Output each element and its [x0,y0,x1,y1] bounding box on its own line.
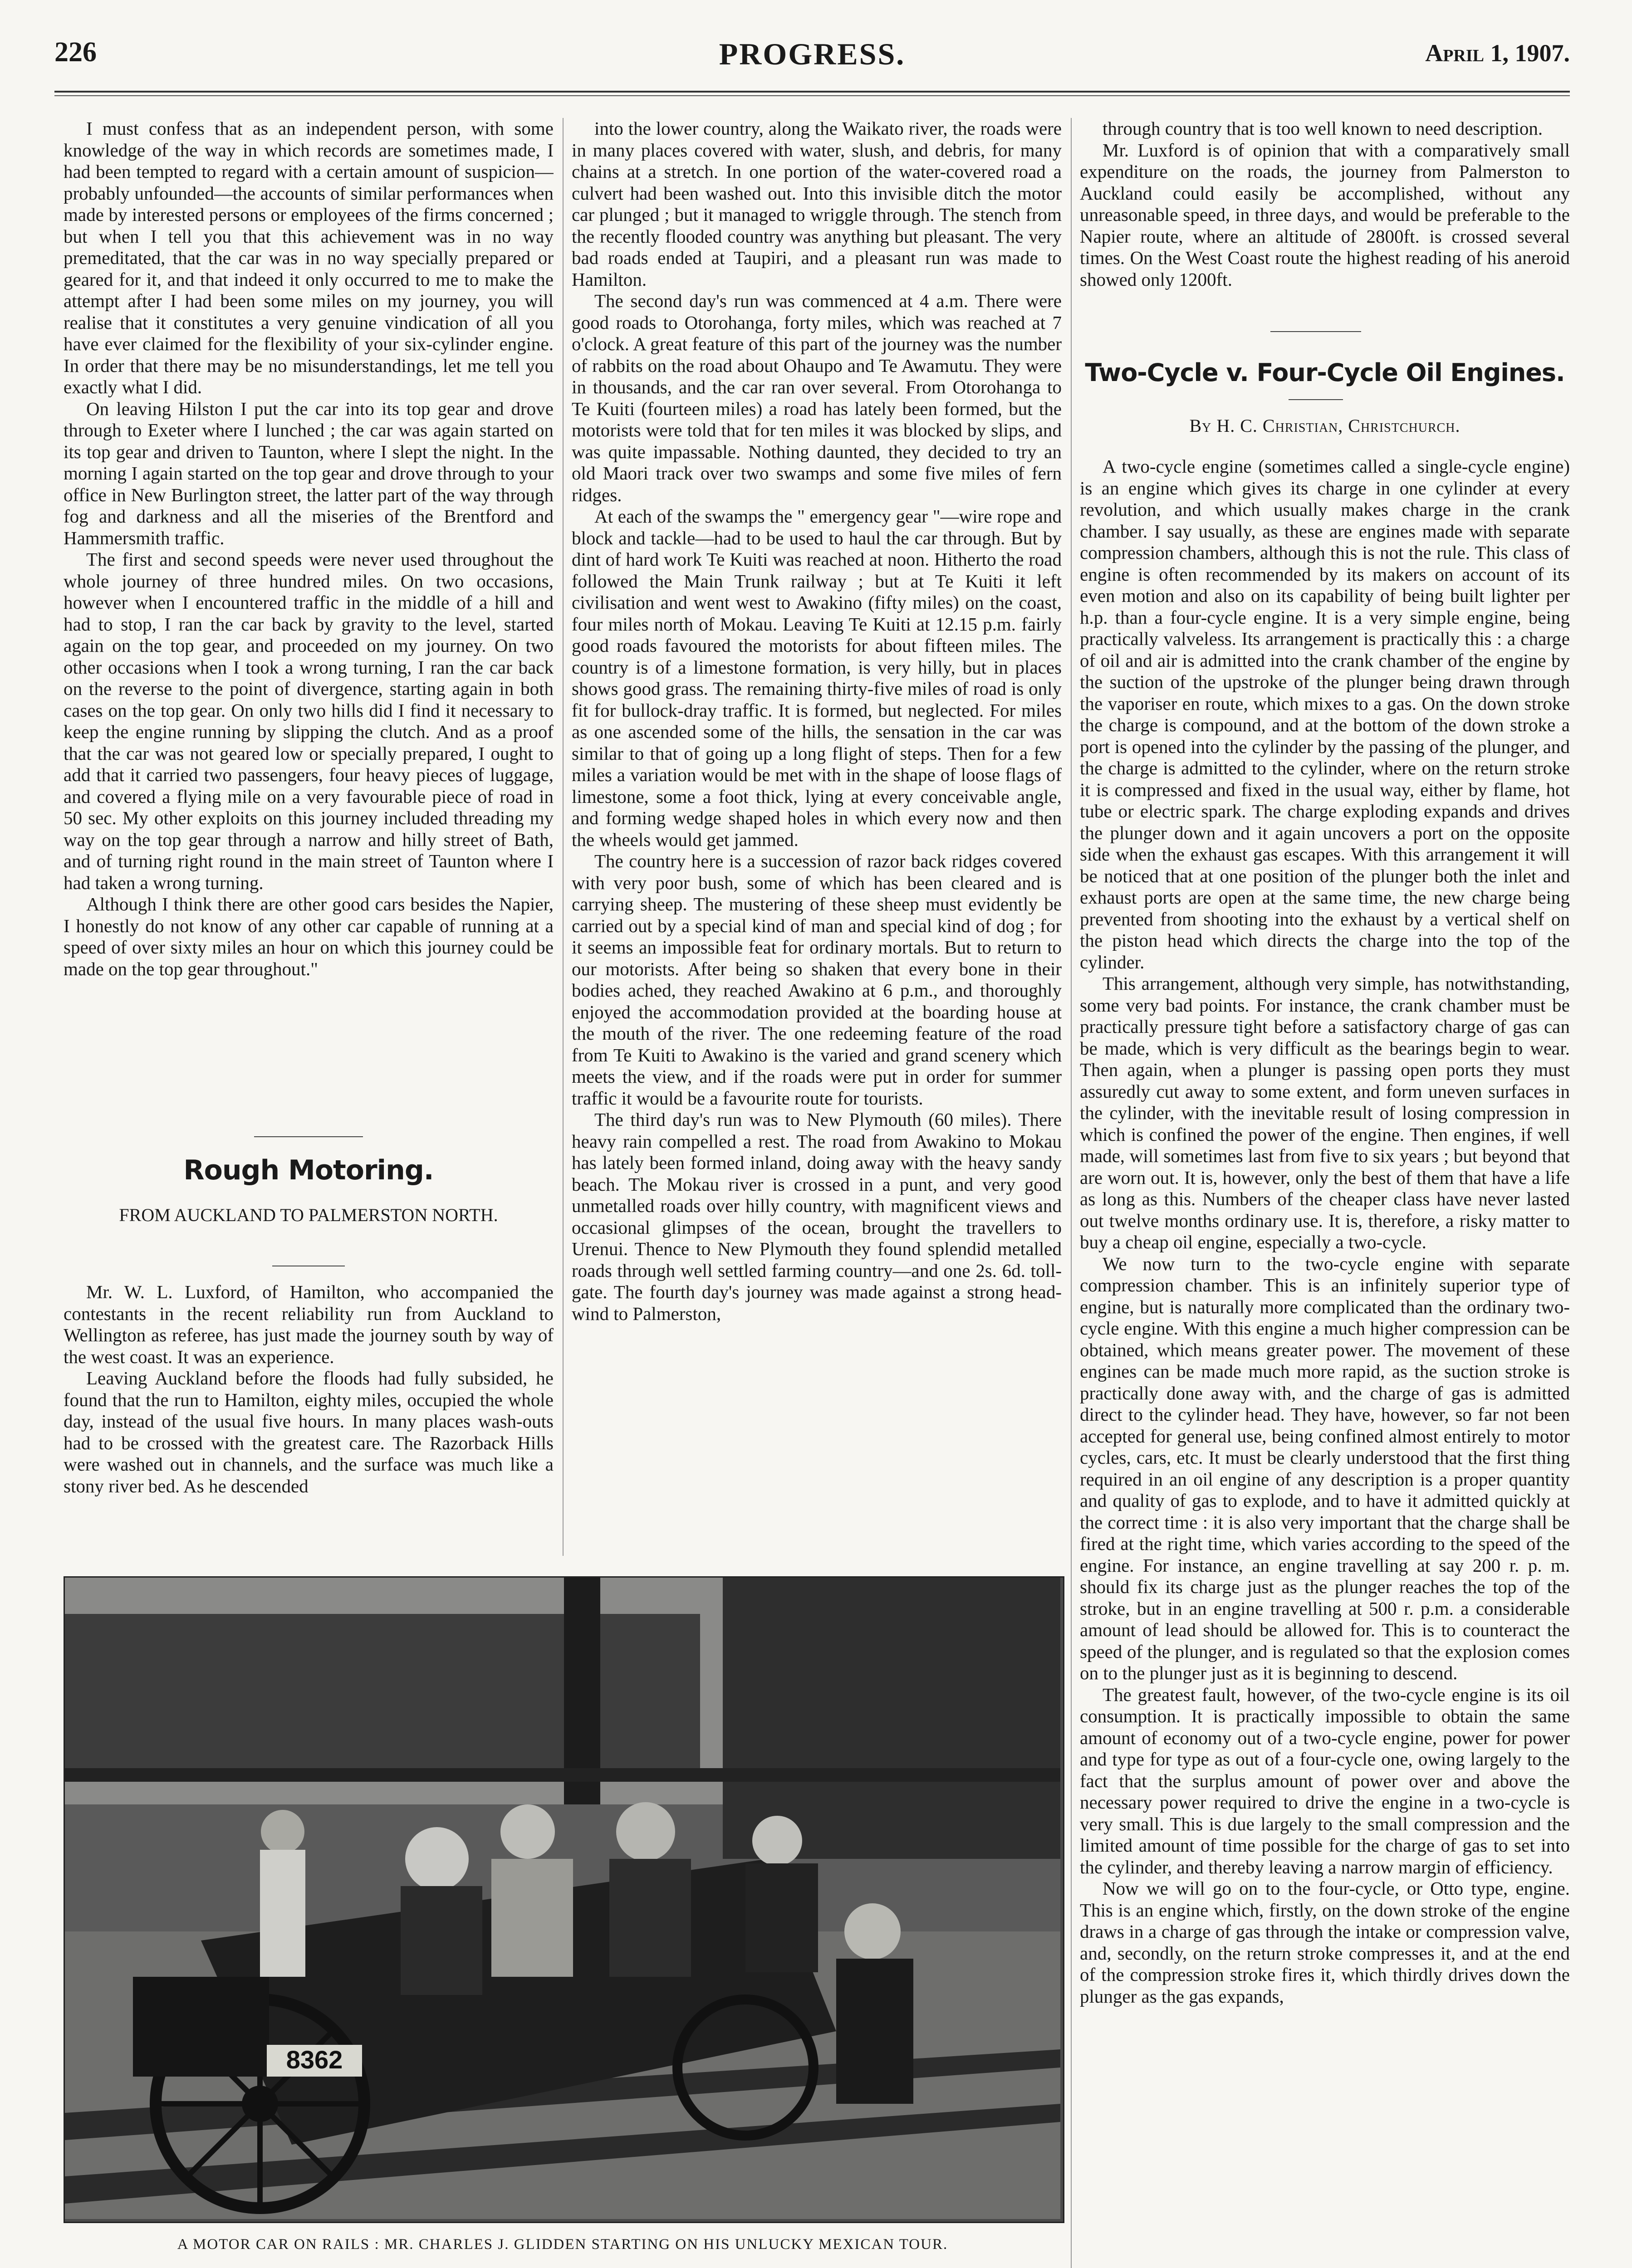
paragraph: On leaving Hilston I put the car into its top gear and drove through to Exeter where I lunched ; the car was again started on its top gear and driven to Taunton, where I slept the night. In the morning I again started on the top gear and drove through to your office in New Burlington street, the latter part of the way through fog and darkness and all the miseries of the Brentford and Hammersmith traffic. [64,398,554,548]
header-rule-thin [54,95,1570,96]
paragraph: The first and second speeds were never used throughout the whole journey of three hundred miles. On two occasions, however when I encountered traffic in the middle of a hill and had to stop, I ran the car back by gravity to the level, started again on the top gear, and proceeded on my journey. On two other occasions when I took a wrong turning, I ran the car back on the reverse to the point of divergence, starting again in both cases on the top gear. On only two hills did I find it necessary to keep the engine running by slipping the clutch. And as a proof that the car was not geared low or specially prepared, I ought to add that it carried two passengers, four heavy pieces of luggage, and covered a flying mile on a very favourable piece of road in 50 sec. My other exploits on this journey included threading my way on the top gear through a narrow and hilly street of Bath, and of turning right round in the main street of Taunton where I had taken a wrong turning. [64,549,554,893]
column-divider [563,118,564,1556]
photograph-motor-car-on-rails [64,1576,1064,2223]
paragraph: This arrangement, although very simple, has notwithstanding, some very bad points. For instance, the crank chamber must be practically pressure tight before a satisfactory charge of gas can be made, which is very difficult as the bearings begin to wear. Then again, when a plunger is passing open ports they must assuredly cut away to some extent, and form uneven surfaces in the cylinder, with the inevitable result of losing compression in which is confined the power of the engine. Then engines, if well made, will sometimes last from five to six years ; but beyond that are worn out. It is, however, only the best of them that have a life as long as this. Numbers of the cheaper class have never lasted out twelve months ordinary use. It is, therefore, a risky matter to buy a cheap oil engine, especially a two-cycle. [1080,973,1570,1252]
paragraph: I must confess that as an independent person, with some knowledge of the way in which records are sometimes made, I had been tempted to regard with a certain amount of suspicion—probably unfounded—the accounts of similar performances when made by interested persons or employees of the firms concerned ; but when I tell you that this achievement was in no way premeditated, that the car was in no way specially prepared or geared for it, and that indeed it only occurred to me to make the attempt after I had been some miles on my journey, you will realise that it constitutes a very genuine vindication of all you have ever claimed for the flexibility of your six-cylinder engine. In order that there may be no misunderstandings, let me tell you exactly what I did. [64,118,554,397]
paragraph: The country here is a succession of razor back ridges covered with very poor bush, some of which has been cleared and is carrying sheep. The mustering of these sheep must evidently be carried out by a special kind of man and special kind of dog ; for it seems an impossible feat for ordinary mortals. But to return to our motorists. After being so shaken that every bone in their bodies ached, they reached Awakino at 6 p.m., and thoroughly enjoyed the accommodation provided at the boarding house at the mouth of the river. The one redeeming feature of the road from Te Kuiti to Awakino is the varied and grand scenery which meets the view, and if the roads were put in order for summer traffic it would be a favourite route for tourists. [572,850,1062,1109]
paragraph: The second day's run was commenced at 4 a.m. There were good roads to Otorohanga, forty miles, which was reached at 7 o'clock. A great feature of this part of the journey was the number of rabbits on the road about Ohaupo and Te Awamutu. They were in thousands, and the car ran over several. From Otorohanga to Te Kuiti (fourteen miles) a road has lately been formed, but the motorists were told that for ten miles it was blocked by slips, and was quite impassable. Nothing daunted, they decided to try an old Maori track over two swamps and some five miles of fern ridges. [572,290,1062,505]
article-title-rough-motoring: Rough Motoring. [183,1154,434,1186]
paragraph: We now turn to the two-cycle engine with separate compression chamber. This is an infinitely superior type of engine, but is naturally more complicated than the ordinary two-cycle engine. With this engine a much higher compression can be obtained, which means greater power. The movement of these engines can be made much more rapid, as the suction stroke is practically done away with, and the charge of gas is admitted direct to the cylinder head. They have, however, so far not been accepted for general use, being confined almost entirely to motor cycles, cars, etc. It must be clearly understood that the first thing required in an oil engine of any description is a proper quantity and quality of gas to explode, and to have it admitted quickly at the correct time : it is also very important that the charge shall be fired at the right time, which varies according to the speed of the engine. For instance, an engine travelling at say 200 r. p. m. should fix its charge just as the plunger reaches the top of the stroke, but in an engine travelling at 500 r. p.m. a considerable amount of lead should be allowed for. This is to counteract the speed of the plunger, and is regulated so that the explosion comes on to the plunger just as it is beginning to descend. [1080,1253,1570,1683]
section-divider [1270,331,1361,332]
paragraph: A two-cycle engine (sometimes called a single-cycle engine) is an engine which gives its charge in one cylinder at every revolution, and which usually makes charge in the crank chamber. I say usually, as these are engines made with separate compression chambers, although this is not the rule. This class of engine is often recommended by its makers on account of its even motion and also on its capability of being built lighter per h.p. than a four-cycle engine. It is a very simple engine, being practically valveless. Its arrangement is practically this : a charge of oil and air is admitted into the crank chamber of the engine by the suction of the upstroke of the plunger being drawn through the vaporiser en route, which mixes to a gas. On the down stroke the charge is compound, and at the bottom of the down stroke a port is opened into the cylinder by the passing of the plunger, and the charge is admitted to the cylinder, where on the return stroke it is compressed and fixed in the usual way, either by flame, hot tube or electric spark. The charge exploding expands and drives the plunger down and it again uncovers a port on the opposite side when the exhaust gas escapes. With this arrangement it will be noticed that at one position of the plunger both the inlet and exhaust ports are open at the same time, the new charge being prevented from shooting into the exhaust by a vertical shelf on the piston head which directs the charge into the top of the cylinder. [1080,456,1570,973]
plate-number: 8362 [286,2045,343,2074]
column-1-letter [64,118,554,1116]
article-title-two-cycle: Two-Cycle v. Four-Cycle Oil Engines. [1085,358,1565,387]
section-divider [254,1136,363,1137]
paragraph: Now we will go on to the four-cycle, or Otto type, engine. This is an engine which, firstly, on the down stroke of the engine draws in a charge of gas through the intake or compression valve, and, secondly, on the return stroke compresses it, and at the end of the compression stroke fires it, which thirdly drives down the plunger as the gas expands, [1080,1878,1570,2007]
article-subtitle: FROM AUCKLAND TO PALMERSTON NORTH. [119,1205,498,1225]
page-header [54,36,1570,82]
header-rule [54,91,1570,93]
column-3-two-cycle [1080,456,1570,2268]
paragraph: through country that is too well known to need description. [1103,118,1543,139]
paragraph: Although I think there are other good cars besides the Napier, I honestly do not know of any other car capable of running at a speed of over sixty miles an hour on which this journey could be made on the top gear throughout." [64,894,554,979]
paragraph: Mr. Luxford is of opinion that with a comparatively small expenditure on the roads, the journey from Palmerston to Auckland could easily be accomplished, without any unreasonable speed, in three days, and would be preferable to the Napier route, where an altitude of 2800ft. is crossed several times. On the West Coast route the highest reading of his aneroid showed only 1200ft. [1080,139,1570,290]
column-3-continuation [1080,118,1570,308]
photo-illustration [65,1578,1060,2219]
column-1-rough-motoring [64,1281,554,1554]
column-2 [572,118,1062,1551]
photo-caption: A MOTOR CAR ON RAILS : MR. CHARLES J. GLIDDEN STARTING ON HIS UNLUCKY MEXICAN TOUR. [177,2236,948,2253]
section-divider [1289,399,1343,400]
issue-date: April 1, 1907. [1425,39,1570,67]
paragraph: Leaving Auckland before the floods had fully subsided, he found that the run to Hamilton, eighty miles, occupied the whole day, instead of the usual five hours. In many places wash-outs had to be crossed with the greatest care. The Razorback Hills were washed out in channels, and the surface was much like a stony river bed. As he descended [64,1368,554,1496]
paragraph: Mr. W. L. Luxford, of Hamilton, who accompanied the contestants in the recent reliability run from Auckland to Wellington as referee, has just made the journey south by way of the west coast. It was an experience. [64,1281,554,1367]
paragraph: The greatest fault, however, of the two-cycle engine is its oil consumption. It is practically impossible to obtain the same amount of economy out of a two-cycle engine, power for power and type for type as out of a four-cycle one, owing largely to the fact that the surplus amount of power over and above the necessary power required to drive the engine in a two-cycle is very small. This is due largely to the small compression and the limited amount of time possible for the charge of gas to set into the cylinder, and thereby leaving a narrow margin of efficiency. [1080,1684,1570,1877]
paragraph: The third day's run was to New Plymouth (60 miles). There heavy rain compelled a rest. The road from Awakino to Mokau has lately been formed inland, doing away with the heavy sandy beach. The Mokau river is crossed in a punt, and very good unmetalled roads over hilly country, with magnificent views and occasional glimpses of the ocean, brought the travellers to Urenui. Thence to New Plymouth they found splendid metalled roads through well settled farming country—and one 2s. 6d. toll-gate. The fourth day's journey was made against a strong head-wind to Palmerston, [572,1109,1062,1324]
publication-title: PROGRESS. [719,37,906,71]
page-number: 226 [54,37,97,68]
paragraph: into the lower country, along the Waikato river, the roads were in many places covered with water, slush, and debris, for many chains at a stretch. In one portion of the water-covered road a culvert had been washed out. Into this invisible ditch the motor car plunged ; but it managed to wriggle through. The stench from the recently flooded country was anything but pleasant. The very bad roads ended at Taupiri, and a pleasant run was made to Hamilton. [572,118,1062,290]
paragraph: At each of the swamps the " emergency gear "—wire rope and block and tackle—had to be used to haul the car through. But by dint of hard work Te Kuiti was reached at noon. Hitherto the road followed the Main Trunk railway ; but at Te Kuiti it left civilisation and went west to Awakino (fifty miles) on the coast, four miles north of Mokau. Leaving Te Kuiti at 12.15 p.m. fairly good roads favoured the motorists for about fifteen miles. The country is of a limestone formation, is very hilly, but in places shows good grass. The remaining thirty-five miles of road is only fit for bullock-dray traffic. It is formed, but neglected. For miles as one ascended some of the hills, the sensation in the car was similar to that of going up a long flight of steps. Then for a few miles a variation would be met with in the shape of loose flags of limestone, some a foot thick, lying at every conceivable angle, and forming wedge shaped holes in which every now and then the wheels would get jammed. [572,506,1062,850]
column-divider [1071,118,1072,2268]
byline: By H. C. Christian, Christchurch. [1189,415,1460,436]
